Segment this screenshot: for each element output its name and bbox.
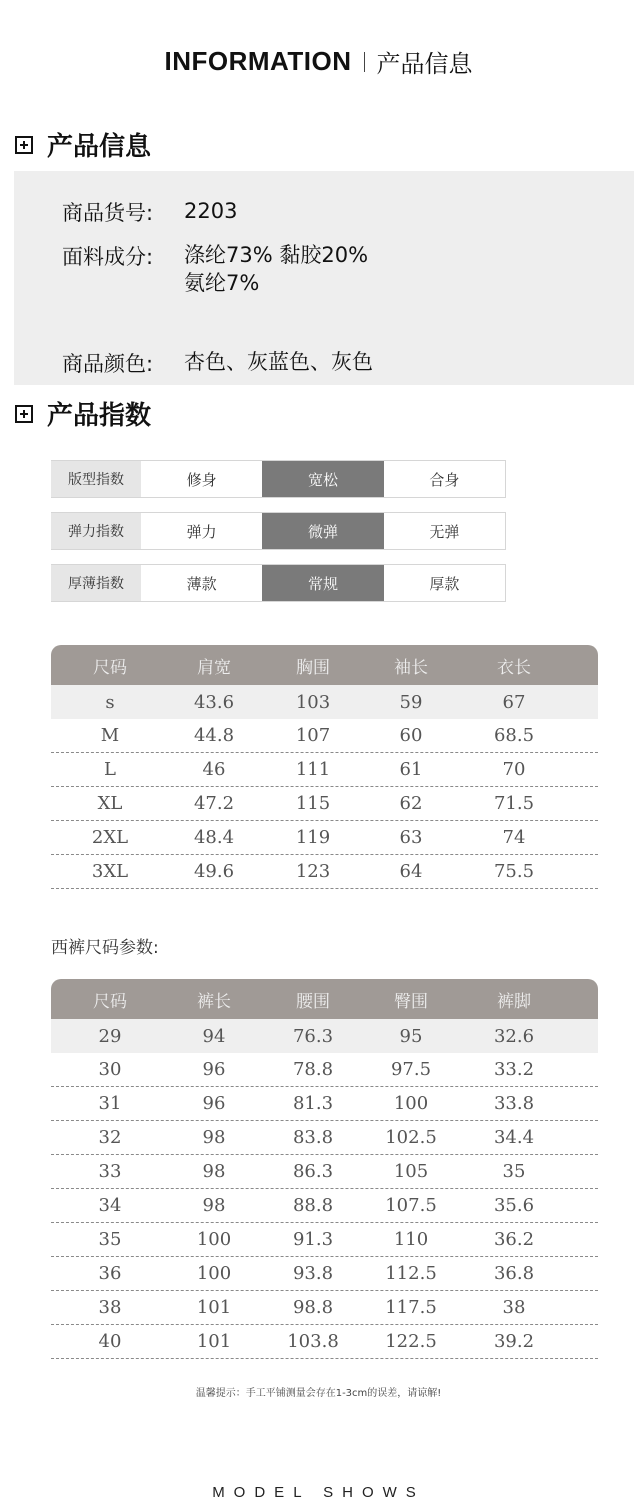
- measurement-note: 温馨提示：手工平铺测量会存在1-3cm的误差，请谅解!: [195, 1388, 442, 1399]
- table-cell: L: [104, 759, 116, 780]
- table-cell: 29: [98, 1025, 122, 1047]
- info-row-colors: [62, 348, 373, 378]
- table-cell: 98.8: [292, 1297, 334, 1318]
- table-cell: 64: [399, 861, 423, 882]
- table-row: [51, 1087, 598, 1121]
- plus-box-icon: [15, 136, 33, 154]
- table-cell: 46: [202, 759, 226, 780]
- top-size-table: [51, 645, 598, 889]
- table-cell: 98: [202, 1161, 226, 1182]
- table-cell: 91.3: [292, 1229, 334, 1250]
- table-cell: 36: [98, 1263, 122, 1284]
- table-cell: 102.5: [385, 1127, 437, 1148]
- table-cell: 35: [502, 1161, 526, 1182]
- table-cell: 122.5: [385, 1331, 437, 1352]
- table-cell: 78.8: [292, 1059, 334, 1080]
- table-cell: 3XL: [91, 861, 129, 882]
- column-header: 裤长: [197, 991, 231, 1012]
- table-cell: 110: [393, 1229, 429, 1250]
- column-header: 衣长: [497, 657, 531, 678]
- table-cell: 33: [98, 1161, 122, 1182]
- column-header: 腰围: [296, 991, 330, 1012]
- table-row: [51, 821, 598, 855]
- table-cell: 83.8: [292, 1127, 334, 1148]
- table-cell: 101: [196, 1331, 232, 1352]
- table-cell: XL: [97, 793, 123, 814]
- product-info-heading: [15, 126, 151, 163]
- product-info-panel: [14, 171, 634, 385]
- table-cell: 100: [393, 1093, 429, 1114]
- index-option-selected: 宽松: [262, 461, 383, 497]
- table-cell: 38: [502, 1297, 526, 1318]
- info-value: 2203: [184, 199, 238, 223]
- plus-box-icon: [15, 405, 33, 423]
- info-value: 杏色、灰蓝色、灰色: [184, 350, 373, 374]
- index-option-selected: 微弹: [262, 513, 383, 549]
- table-cell: 74: [502, 827, 526, 848]
- table-cell: 119: [295, 827, 331, 848]
- column-header: 尺码: [93, 657, 127, 678]
- table-row: [51, 1121, 598, 1155]
- table-cell: 88.8: [292, 1195, 334, 1216]
- table-cell: 123: [295, 861, 331, 882]
- table-cell: 62: [399, 793, 423, 814]
- table-row: [51, 1019, 598, 1053]
- index-option: 薄款: [141, 565, 262, 601]
- table-cell: 35: [98, 1229, 122, 1250]
- index-label: 厚薄指数: [51, 565, 141, 601]
- table-row: [51, 753, 598, 787]
- table-cell: 60: [399, 725, 423, 746]
- table-row: [51, 855, 598, 889]
- info-row-fabric: [62, 241, 368, 297]
- table-cell: 44.8: [193, 725, 235, 746]
- table-cell: 68.5: [493, 725, 535, 746]
- table-cell: 111: [295, 759, 331, 780]
- index-row-elasticity: [51, 512, 506, 550]
- index-option: 修身: [141, 461, 262, 497]
- table-row: [51, 1257, 598, 1291]
- table-row: [51, 1325, 598, 1359]
- table-cell: 103.8: [287, 1331, 339, 1352]
- table-cell: 75.5: [493, 861, 535, 882]
- info-value: 涤纶73% 黏胶20% 氨纶7%: [184, 243, 369, 295]
- table-cell: 70: [502, 759, 526, 780]
- table-cell: 107: [295, 725, 331, 746]
- table-cell: 59: [399, 691, 423, 713]
- table-row: [51, 1223, 598, 1257]
- table-cell: 49.6: [193, 861, 235, 882]
- table-cell: 40: [98, 1331, 122, 1352]
- table-cell: 39.2: [493, 1331, 535, 1352]
- info-key: 商品颜色:: [62, 352, 154, 376]
- table-cell: 34: [98, 1195, 122, 1216]
- table-cell: 97.5: [390, 1059, 432, 1080]
- table-cell: 33.2: [493, 1059, 535, 1080]
- table-row: [51, 1053, 598, 1087]
- table-cell: M: [100, 725, 120, 746]
- table-cell: 105: [393, 1161, 429, 1182]
- table-cell: 100: [196, 1263, 232, 1284]
- pants-size-title: 西裤尺码参数:: [51, 938, 159, 958]
- table-cell: 67: [502, 691, 526, 713]
- model-shows-heading: MODEL SHOWS: [212, 1484, 425, 1501]
- table-header-row: [51, 645, 598, 685]
- info-key: 商品货号:: [62, 201, 154, 225]
- table-cell: 32.6: [493, 1025, 535, 1047]
- column-header: 臀围: [394, 991, 428, 1012]
- index-row-thickness: [51, 564, 506, 602]
- info-row-item-number: [62, 197, 237, 227]
- table-cell: 86.3: [292, 1161, 334, 1182]
- index-option: 厚款: [384, 565, 505, 601]
- product-info-heading-text: 产品信息: [47, 132, 152, 162]
- header-title-cn: 产品信息: [376, 50, 473, 78]
- index-label: 版型指数: [51, 461, 141, 497]
- index-option: 弹力: [141, 513, 262, 549]
- product-index-heading: [15, 395, 151, 432]
- table-cell: 47.2: [193, 793, 235, 814]
- table-cell: 81.3: [292, 1093, 334, 1114]
- column-header: 尺码: [93, 991, 127, 1012]
- table-cell: 100: [196, 1229, 232, 1250]
- table-cell: 31: [98, 1093, 122, 1114]
- table-cell: 107.5: [385, 1195, 437, 1216]
- table-cell: 36.8: [493, 1263, 535, 1284]
- table-cell: 48.4: [193, 827, 235, 848]
- header-title-en: INFORMATION: [164, 46, 352, 76]
- table-cell: 98: [202, 1195, 226, 1216]
- table-row: [51, 719, 598, 753]
- page-header: [0, 44, 637, 79]
- table-cell: 101: [196, 1297, 232, 1318]
- table-cell: 71.5: [493, 793, 535, 814]
- table-cell: 61: [399, 759, 423, 780]
- table-cell: 96: [202, 1093, 226, 1114]
- column-header: 袖长: [394, 657, 428, 678]
- table-cell: 33.8: [493, 1093, 535, 1114]
- table-cell: 30: [98, 1059, 122, 1080]
- column-header: 肩宽: [197, 657, 231, 678]
- index-label: 弹力指数: [51, 513, 141, 549]
- table-header-row: [51, 979, 598, 1019]
- product-index-heading-text: 产品指数: [47, 401, 152, 431]
- index-option: 无弹: [384, 513, 505, 549]
- index-option: 合身: [384, 461, 505, 497]
- table-row: [51, 1189, 598, 1223]
- table-row: [51, 685, 598, 719]
- column-header: 裤脚: [497, 991, 531, 1012]
- table-cell: 94: [202, 1025, 226, 1047]
- table-cell: s: [105, 691, 115, 713]
- table-row: [51, 1291, 598, 1325]
- table-cell: 117.5: [385, 1297, 437, 1318]
- table-cell: 2XL: [91, 827, 129, 848]
- table-cell: 96: [202, 1059, 226, 1080]
- table-cell: 34.4: [493, 1127, 535, 1148]
- table-cell: 76.3: [292, 1025, 334, 1047]
- table-cell: 95: [399, 1025, 423, 1047]
- index-row-fit: [51, 460, 506, 498]
- table-cell: 32: [98, 1127, 122, 1148]
- table-cell: 112.5: [385, 1263, 437, 1284]
- table-cell: 98: [202, 1127, 226, 1148]
- table-cell: 63: [399, 827, 423, 848]
- table-cell: 38: [98, 1297, 122, 1318]
- info-key: 面料成分:: [62, 245, 154, 269]
- table-cell: 35.6: [493, 1195, 535, 1216]
- table-row: [51, 1155, 598, 1189]
- table-cell: 103: [295, 691, 331, 713]
- table-cell: 43.6: [193, 691, 235, 713]
- index-option-selected: 常规: [262, 565, 383, 601]
- header-divider: [364, 52, 365, 72]
- column-header: 胸围: [296, 657, 330, 678]
- pants-size-table: [51, 979, 598, 1359]
- table-row: [51, 787, 598, 821]
- table-cell: 36.2: [493, 1229, 535, 1250]
- table-cell: 115: [295, 793, 331, 814]
- table-cell: 93.8: [292, 1263, 334, 1284]
